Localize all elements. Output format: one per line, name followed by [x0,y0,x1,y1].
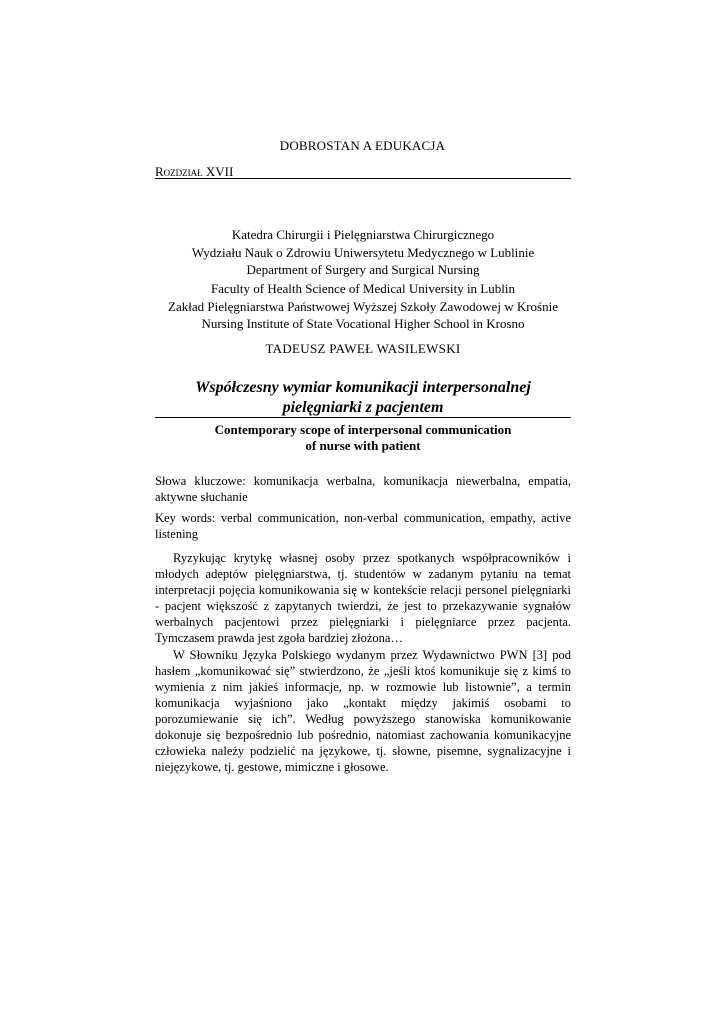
title-line: Współczesny wymiar komunikacji interpersonalnej [195,379,531,396]
article-title-english [155,422,571,454]
article-title-polish [155,378,571,418]
chapter-label: Rozdział XVII [155,164,234,179]
title-line: pielęgniarki z pacjentem [282,399,444,416]
keywords-english: Key words: verbal communication, non-verbal communication, empathy, active listening [155,511,571,541]
keywords-polish: Słowa kluczowe: komunikacja werbalna, komunikacja niewerbalna, empatia, aktywne słuchanie [155,474,571,504]
affiliation-line: Zakład Pielęgniarstwa Państwowej Wyższej Szkoły Zawodowej w Krośnie [168,298,558,314]
title-line: Contemporary scope of interpersonal communication [214,422,512,437]
title-rule [155,417,571,418]
body-paragraph: W Słowniku Języka Polskiego wydanym przez Wydawnictwo PWN [3] pod hasłem „komunikować się” stwierdzono, że „jeśli ktoś komunikuje się z kimś to wymienia z nim jakieś informacje, np. w rozmowie lub listownie”, a termin komunikacja wyjaśniono jako „kontakt między jakimiś osobami to porozumiewanie się ich”. Według powyższego stanowiska komunikowanie dokonuje się bezpośrednio lub pośrednio, natomiast zachowania komunikacyjne człowieka należy podzielić na językowe, tj. słowne, pisemne, sygnalizacyjne i niejęzykowe, tj. gestowe, mimiczne i głosowe. [155,647,571,775]
header-rule [155,178,571,179]
body-text [155,550,571,775]
title-line: of nurse with patient [305,438,421,453]
affiliation-line: Department of Surgery and Surgical Nursing [246,262,480,277]
affiliation-block-2 [155,280,571,333]
author-name: TADEUSZ PAWEŁ WASILEWSKI [265,341,461,356]
affiliation-line: Faculty of Health Science of Medical University in Lublin [211,281,515,296]
affiliation-line: Wydziału Nauk o Zdrowiu Uniwersytetu Medycznego w Lublinie [191,244,535,260]
affiliation-block-1 [155,226,571,279]
affiliation-line: Katedra Chirurgii i Pielęgniarstwa Chirurgicznego [231,227,495,242]
body-paragraph: Ryzykując krytykę własnej osoby przez spotkanych współpracowników i młodych adeptów pielęgniarstwa, tj. studentów w zadanym pytaniu na temat interpretacji pojęcia komunikowania się w kontekście relacji personel pielęgniarki - pacjent większość z zapytanych twierdzi, że jest to przekazywanie sygnałów werbalnych pacjentowi przez pielęgniarki i pielęgniarce przez pacjenta. Tymczasem prawda jest zgoła bardziej złożona… [155,551,571,646]
running-header-title: DOBROSTAN A EDUKACJA [279,138,446,153]
affiliation-line: Nursing Institute of State Vocational Higher School in Krosno [201,316,525,331]
